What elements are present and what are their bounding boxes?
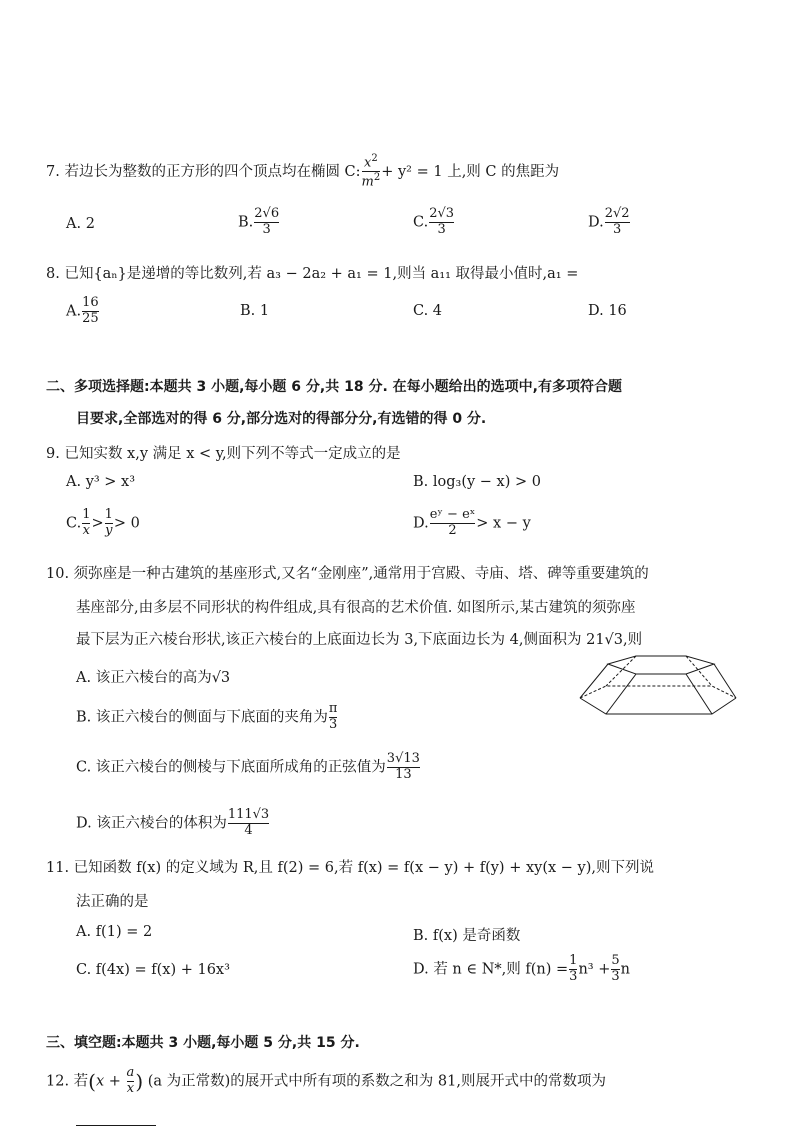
q7-option-d bbox=[588, 207, 631, 238]
frustum-hidden-edge bbox=[686, 656, 712, 686]
q10-b-num: π bbox=[328, 701, 338, 716]
q7-b-num: 2√6 bbox=[254, 206, 280, 221]
q11-option-b: B. f(x) 是奇函数 bbox=[413, 928, 521, 944]
q7-option-b bbox=[238, 207, 280, 238]
q10-b-text: B. 该正六棱台的侧面与下底面的夹角为 bbox=[76, 709, 328, 726]
frustum-bottom-back-edges bbox=[580, 686, 736, 698]
q7-option-c bbox=[413, 207, 455, 238]
q8-option-a bbox=[66, 296, 100, 327]
q12-post: (a 为正常数)的展开式中所有项的系数之和为 81,则展开式中的常数项为 bbox=[147, 1073, 606, 1090]
section-2-header-line2: 目要求,全部选对的得 6 分,部分选对的得部分分,有选错的得 0 分. bbox=[76, 411, 487, 427]
q7-c-num: 2√3 bbox=[429, 206, 455, 221]
q8-option-b: B. 1 bbox=[240, 303, 270, 319]
q7-d-den: 3 bbox=[605, 222, 630, 238]
q10-option-d bbox=[76, 808, 270, 839]
q9-option-d bbox=[413, 508, 531, 539]
question-10-line3: 最下层为正六棱台形状,该正六棱台的上底面边长为 3,下底面边长为 4,侧面积为 21√3,则 bbox=[76, 632, 643, 648]
question-11-line2: 法正确的是 bbox=[76, 894, 149, 910]
q9-d-post: > x − y bbox=[476, 515, 531, 532]
q8-option-c: C. 4 bbox=[413, 303, 443, 319]
q12-answer-blank[interactable] bbox=[76, 1124, 156, 1126]
section-2-header-line1: 二、多项选择题:本题共 3 小题,每小题 6 分,共 18 分. 在每小题给出的选项中,有多项符合题 bbox=[46, 379, 622, 395]
q10-c-den: 13 bbox=[387, 767, 420, 783]
q11-d-mid: n³ + bbox=[578, 961, 611, 978]
q10-option-a: A. 该正六棱台的高为√3 bbox=[76, 670, 231, 686]
section-3-header: 三、填空题:本题共 3 小题,每小题 5 分,共 15 分. bbox=[46, 1035, 360, 1051]
frustum-bottom-front-edges bbox=[580, 698, 736, 714]
q11-d-pre: D. 若 n ∈ N*,则 f(n) = bbox=[413, 961, 569, 978]
q7-option-a: A. 2 bbox=[66, 216, 95, 232]
q11-d-post: n bbox=[620, 961, 630, 978]
frustum-edge bbox=[686, 674, 712, 714]
q9-d-den: 2 bbox=[430, 523, 476, 539]
q7-b-den: 3 bbox=[254, 222, 279, 238]
q11-option-a: A. f(1) = 2 bbox=[76, 924, 153, 940]
q7-option-d-label: D. bbox=[588, 214, 604, 231]
question-7-stem bbox=[46, 153, 559, 191]
q7-stem-post: 上,则 C 的焦距为 bbox=[447, 163, 560, 180]
q8-option-a-label: A. bbox=[66, 303, 82, 320]
q10-option-c bbox=[76, 752, 421, 783]
q8-a-num: 16 bbox=[82, 295, 99, 310]
q9-option-b: B. log₃(y − x) > 0 bbox=[413, 474, 541, 490]
frustum-edge bbox=[714, 664, 736, 698]
frustum-edge bbox=[606, 674, 636, 714]
q10-d-num: 111√3 bbox=[227, 807, 270, 822]
q10-c-num: 3√13 bbox=[386, 751, 420, 766]
q10-d-text: D. 该正六棱台的体积为 bbox=[76, 815, 227, 832]
q9-d-label: D. bbox=[413, 515, 429, 532]
frustum-top-face bbox=[608, 656, 714, 674]
q7-ellipse-fraction: $\frac{x^2}{m^2}$ bbox=[361, 153, 381, 190]
q10-d-den: 4 bbox=[228, 823, 269, 839]
hexagonal-frustum-figure bbox=[578, 652, 738, 718]
q7-d-num: 2√2 bbox=[604, 206, 630, 221]
q10-c-text: C. 该正六棱台的侧棱与下底面所成角的正弦值为 bbox=[76, 759, 386, 776]
q11-option-d: D. 若 n ∈ N*,则 f(n) = $\frac{1}{3}$ n³ + $\frac{5}{3}$ n bbox=[413, 953, 630, 984]
q7-option-c-label: C. bbox=[413, 214, 429, 231]
q9-d-num: eʸ − eˣ bbox=[429, 507, 476, 522]
question-10-line1: 10. 须弥座是一种古建筑的基座形式,又名“金刚座”,通常用于宫殿、寺庙、塔、碑等重要建筑的 bbox=[46, 566, 649, 582]
q11-option-c: C. f(4x) = f(x) + 16x³ bbox=[76, 962, 230, 978]
q10-option-b bbox=[76, 702, 338, 733]
q9-c-post: > 0 bbox=[113, 515, 140, 532]
q10-b-den: 3 bbox=[329, 716, 338, 732]
q7-stem-pre: 7. 若边长为整数的正方形的四个顶点均在椭圆 C: bbox=[46, 163, 361, 180]
q12-pre: 12. 若 bbox=[46, 1073, 89, 1090]
q7-option-b-label: B. bbox=[238, 214, 254, 231]
q9-c-label: C. bbox=[66, 515, 82, 532]
q9-option-a: A. y³ > x³ bbox=[66, 474, 136, 490]
q9-option-c: C. $\frac{1}{x}$ > $\frac{1}{y}$ > 0 bbox=[66, 507, 140, 538]
q7-ellipse-tail: + y² = 1 bbox=[381, 163, 443, 180]
question-11-line1: 11. 已知函数 f(x) 的定义域为 R,且 f(2) = 6,若 f(x) = f(x − y) + f(y) + xy(x − y),则下列说 bbox=[46, 860, 654, 876]
q8-option-d: D. 16 bbox=[588, 303, 627, 319]
question-9-stem: 9. 已知实数 x,y 满足 x < y,则下列不等式一定成立的是 bbox=[46, 446, 401, 462]
q8-a-den: 25 bbox=[82, 310, 99, 326]
question-10-line2: 基座部分,由多层不同形状的构件组成,具有很高的艺术价值. 如图所示,某古建筑的须弥座 bbox=[76, 600, 636, 616]
frustum-edge bbox=[580, 664, 608, 698]
q7-c-den: 3 bbox=[429, 222, 454, 238]
question-8-stem: 8. 已知{aₙ}是递增的等比数列,若 a₃ − 2a₂ + a₁ = 1,则当 a₁₁ 取得最小值时,a₁ = bbox=[46, 266, 579, 282]
question-12-stem: 12. 若(x + $\frac{a}{x}$ ) (a 为正常数)的展开式中所有项的系数之和为 81,则展开式中的常数项为 bbox=[46, 1065, 606, 1096]
